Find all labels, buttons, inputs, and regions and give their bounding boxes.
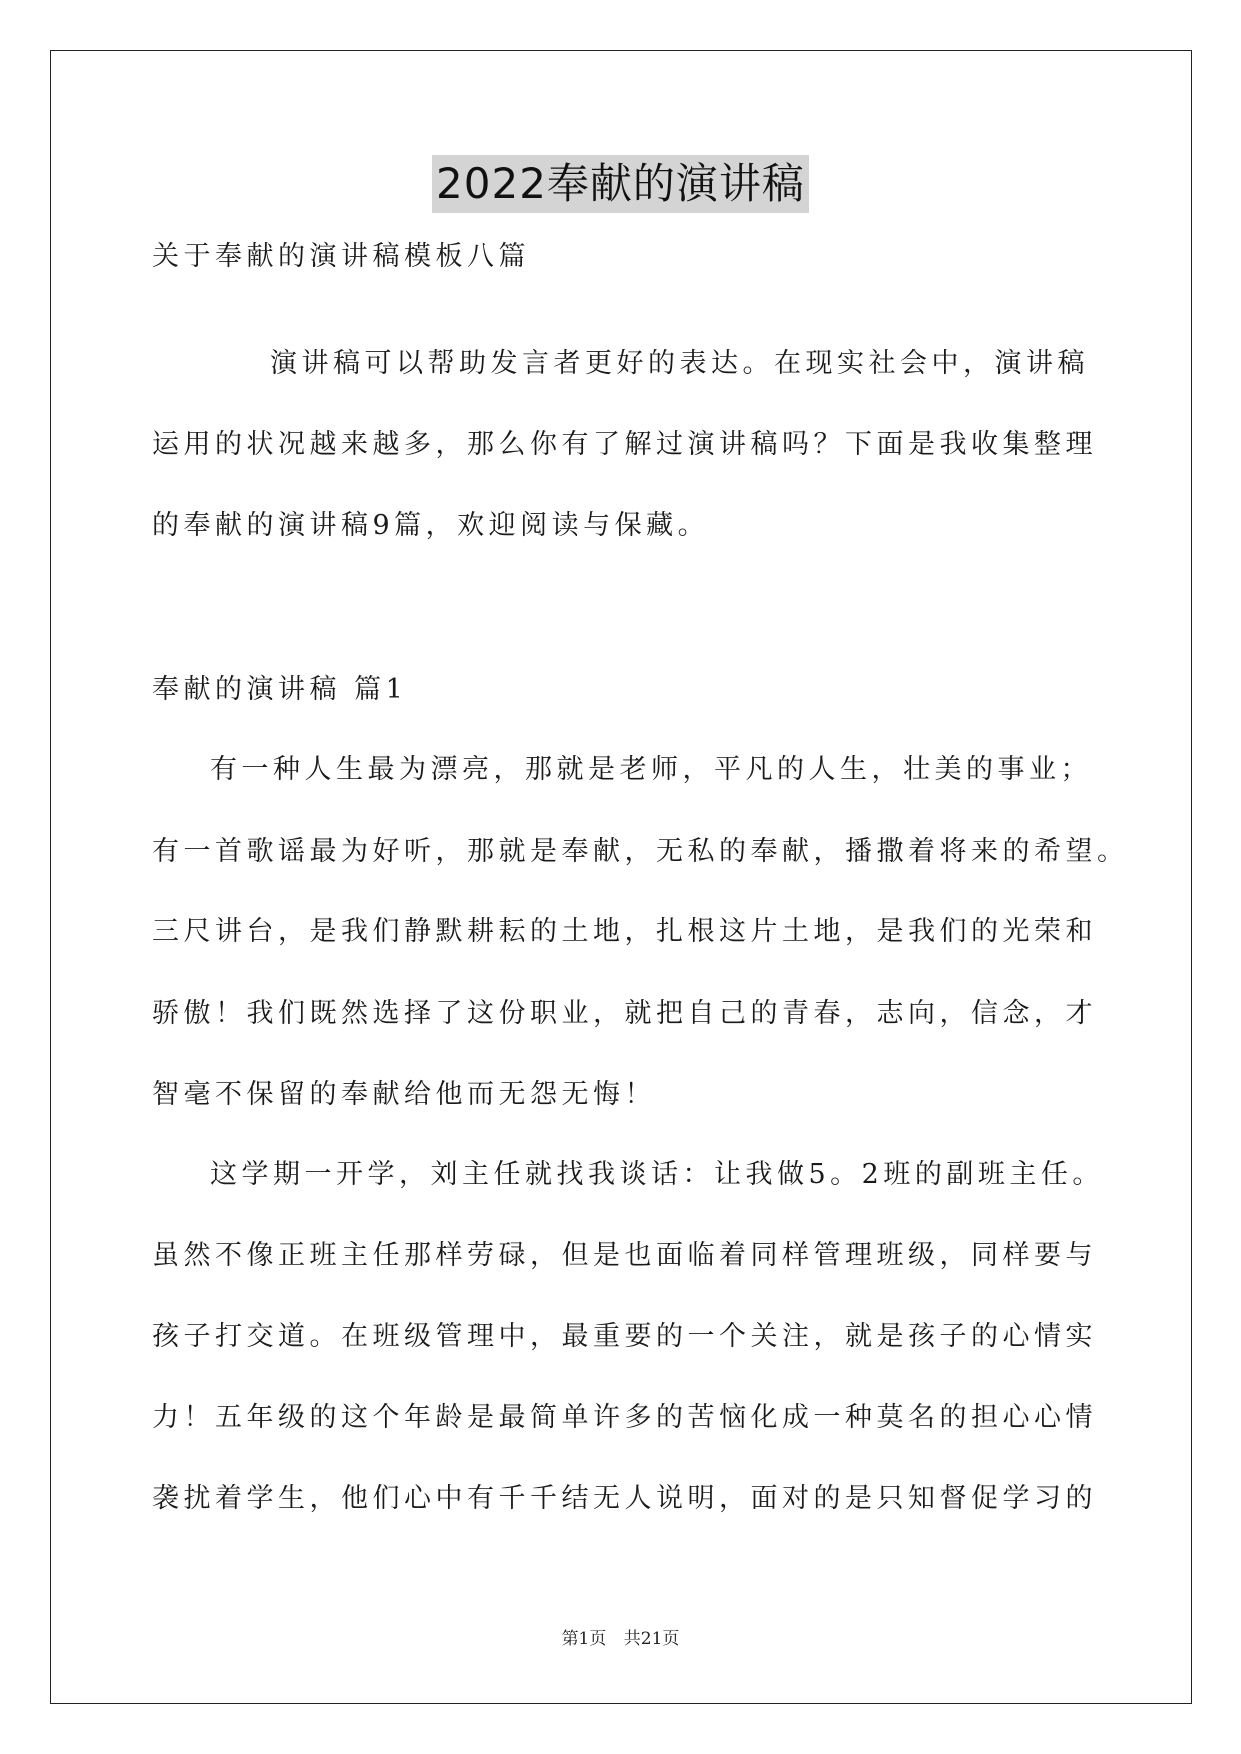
page-number: 第1页: [561, 1629, 607, 1649]
paragraph-line: 虽然不像正班主任那样劳碌，但是也面临着同样管理班级，同样要与: [152, 1240, 1097, 1271]
paragraph-line: 有一首歌谣最为好听，那就是奉献，无私的奉献，播撒着将来的希望。: [152, 836, 1129, 867]
intro-line: 运用的状况越来越多，那么你有了解过演讲稿吗？下面是我收集整理: [152, 429, 1097, 460]
intro-line: 的奉献的演讲稿9篇，欢迎阅读与保藏。: [152, 510, 710, 541]
paragraph-line: 这学期一开学，刘主任就找我谈话：让我做5。2班的副班主任。: [210, 1159, 1104, 1190]
paragraph-line: 孩子打交道。在班级管理中，最重要的一个关注，就是孩子的心情实: [152, 1321, 1097, 1352]
intro-line: 演讲稿可以帮助发言者更好的表达。在现实社会中，演讲稿: [270, 348, 1089, 379]
page-total: 共21页: [623, 1629, 680, 1649]
page-footer: [0, 1627, 1241, 1651]
document-subtitle: 关于奉献的演讲稿模板八篇: [152, 241, 530, 272]
paragraph-line: 骄傲！我们既然选择了这份职业，就把自己的青春，志向，信念，才: [152, 998, 1097, 1029]
paragraph-line: 力！五年级的这个年龄是最简单许多的苦恼化成一种莫名的担心心情: [152, 1402, 1097, 1433]
paragraph-line: 智毫不保留的奉献给他而无怨无悔！: [152, 1079, 656, 1110]
title-container: [0, 155, 1241, 213]
page-border: [50, 50, 1192, 1704]
paragraph-line: 袭扰着学生，他们心中有千千结无人说明，面对的是只知督促学习的: [152, 1483, 1097, 1514]
document-title: 2022奉献的演讲稿: [432, 155, 809, 213]
paragraph-line: 三尺讲台，是我们静默耕耘的土地，扎根这片土地，是我们的光荣和: [152, 916, 1097, 947]
section-heading: 奉献的演讲稿 篇1: [152, 674, 408, 705]
paragraph-line: 有一种人生最为漂亮，那就是老师，平凡的人生，壮美的事业；: [210, 754, 1092, 785]
